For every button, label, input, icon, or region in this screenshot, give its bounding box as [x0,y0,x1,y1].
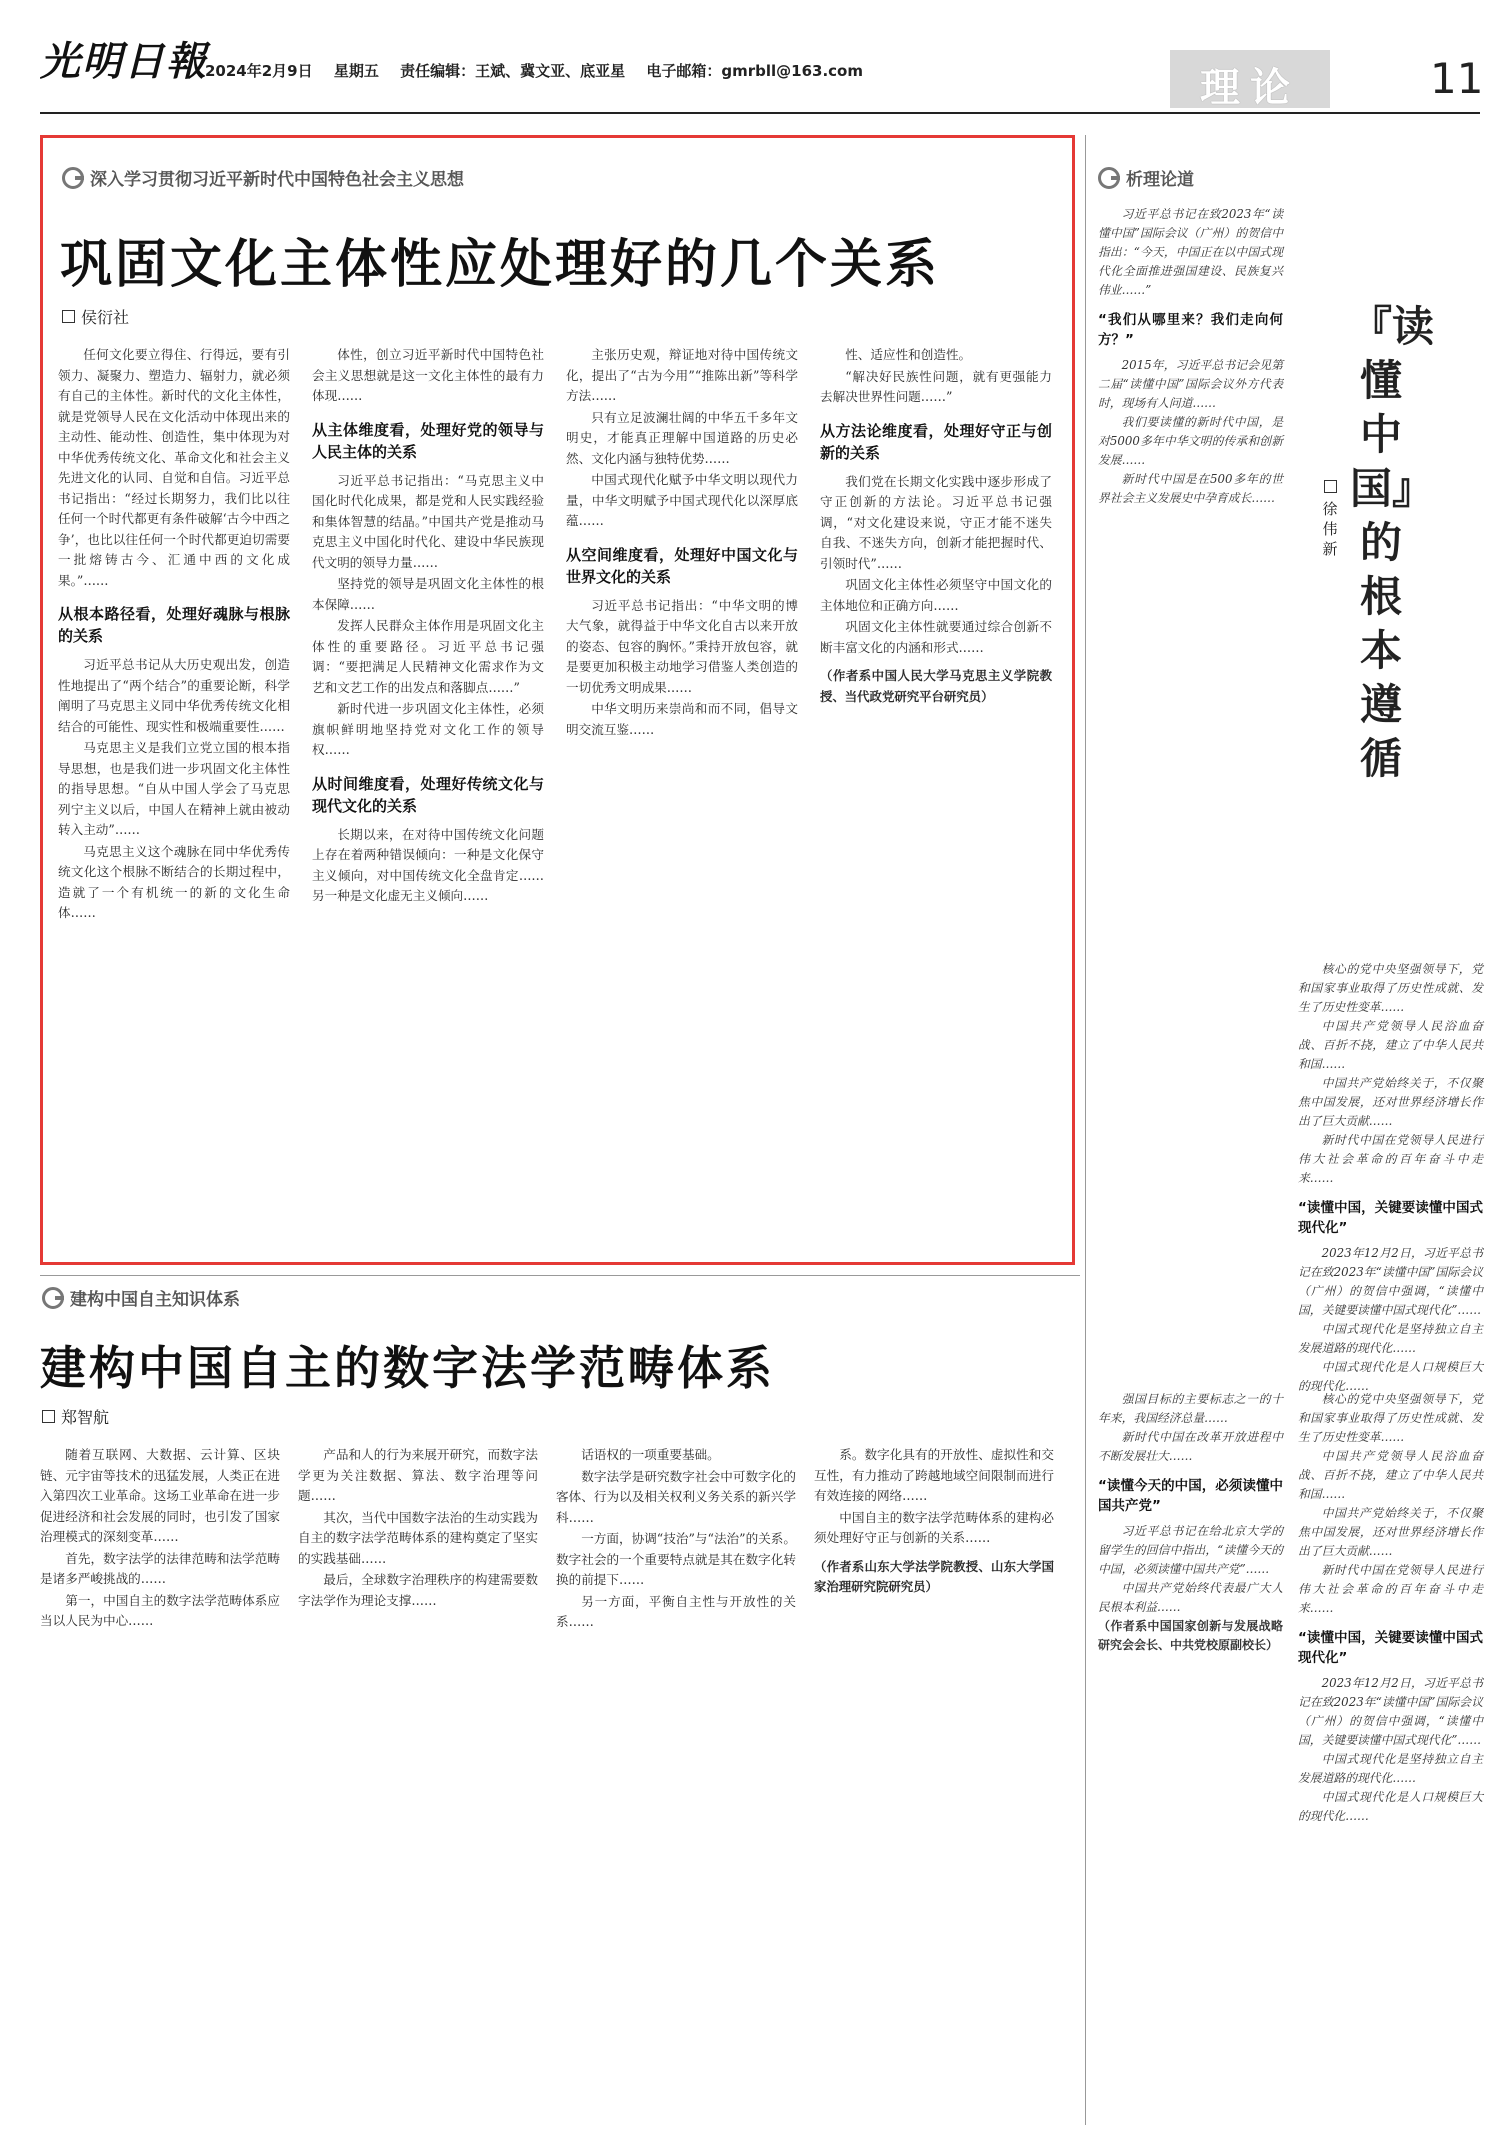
body-paragraph: 习近平总书记指出：“马克思主义中国化时代化成果，都是党和人民实践经验和集体智慧的结晶。”中国共产党是推动马克思主义中国化时代化、建设中华民族现代文明的领导力量…… [312,472,544,570]
article1-col1 [58,345,290,1250]
body-paragraph: 新时代中国在改革开放进程中不断发展壮大…… [1098,1430,1283,1463]
body-paragraph: 中华文明历来崇尚和而不同，倡导文明交流互鉴…… [566,701,798,737]
body-paragraph: “解决好民族性问题，就有更强能力去解决世界性问题……” [820,368,1052,404]
body-paragraph: 新时代进一步巩固文化主体性，必须旗帜鲜明地坚持党对文化工作的领导权…… [312,701,544,757]
article-separator [40,1275,1080,1276]
body-paragraph: 核心的党中央坚强领导下，党和国家事业取得了历史性成就、发生了历史性变革…… [1298,1392,1483,1444]
article2-col1 [40,1445,280,2120]
newspaper-logo: 光明日報 [40,38,208,85]
body-paragraph: 只有立足波澜壮阔的中华五千多年文明史，才能真正理解中国道路的历史必然、文化内涵与独特优势…… [566,409,798,466]
body-paragraph: 马克思主义是我们立党立国的根本指导思想，也是我们进一步巩固文化主体性的指导思想。“自从中国人学会了马克思列宁主义以后，中国人在精神上就由被动转入主动”…… [58,740,290,837]
article2-kicker-text: 建构中国自主知识体系 [70,1290,240,1310]
article1-byline [62,305,129,328]
issue-date: 2024年2月9日 [205,62,313,80]
body-paragraph: 中国式现代化是坚持独立自主发展道路的现代化…… [1298,1322,1483,1355]
article1-kicker [62,165,464,190]
section-subheading: “读懂中国，关键要读懂中国式现代化” [1298,1200,1483,1236]
article2-author: 郑智航 [61,1408,110,1427]
body-paragraph: 强国目标的主要标志之一的十年来，我国经济总量…… [1098,1392,1283,1425]
right-article-col4 [1298,1390,1483,2125]
body-paragraph: 产品和人的行为来展开研究，而数字法学更为关注数据、算法、数字治理等问题…… [298,1447,538,1503]
article2-col3 [556,1445,796,2120]
article1-headline: 巩固文化主体性应处理好的几个关系 [60,234,941,295]
article1-col3 [566,345,798,1250]
body-paragraph: 核心的党中央坚强领导下，党和国家事业取得了历史性成就、发生了历史性变革…… [1298,962,1483,1014]
body-paragraph: 另一方面，平衡自主性与开放性的关系…… [556,1593,796,1629]
issue-email: 电子邮箱：gmrbll@163.com [646,62,863,80]
article2-byline [42,1405,109,1428]
column-logo-icon [62,167,84,189]
section-subheading: 从主体维度看，处理好党的领导与人民主体的关系 [312,420,544,461]
section-subheading: “读懂中国，关键要读懂中国式现代化” [1298,1630,1483,1666]
body-paragraph: 中国自主的数字法学范畴体系的建构必须处理好守正与创新的关系…… [814,1509,1054,1545]
section-subheading: 从根本路径看，处理好魂脉与根脉的关系 [58,605,290,645]
body-paragraph: 中国共产党始终关于，不仅聚焦中国发展，还对世界经济增长作出了巨大贡献…… [1298,1076,1483,1128]
body-paragraph: 中国共产党领导人民浴血奋战、百折不挠，建立了中华人民共和国…… [1298,1449,1483,1501]
body-paragraph: 我们要读懂的新时代中国，是对5000多年中华文明的传承和创新发展…… [1098,415,1283,467]
article1-author: 侯衍社 [81,308,130,327]
body-paragraph: 习近平总书记在给北京大学的留学生的回信中指出，“读懂今天的中国，必须读懂中国共产党”…… [1098,1524,1283,1576]
body-paragraph: 最后，全球数字治理秩序的构建需要数字法学作为理论支撑…… [298,1572,538,1608]
body-paragraph: 新时代中国在党领导人民进行伟大社会革命的百年奋斗中走来…… [1298,1563,1483,1615]
body-paragraph: 其次，当代中国数字法治的生动实践为自主的数字法学范畴体系的建构奠定了坚实的实践基础…… [298,1509,538,1566]
body-paragraph: 中国式现代化赋予中华文明以现代力量，中华文明赋予中国式现代化以深厚底蕴…… [566,472,798,528]
body-paragraph: 发挥人民群众主体作用是巩固文化主体性的重要路径。习近平总书记强调：“要把满足人民精神文化需求作为文艺和文艺工作的出发点和落脚点……” [312,618,544,695]
article2-kicker [42,1285,240,1310]
section-subheading: 从方法论维度看，处理好守正与创新的关系 [820,421,1052,462]
author-note: （作者系中国国家创新与发展战略研究会会长、中共党校原副校长） [1098,1619,1283,1652]
byline-box-icon [1324,480,1337,493]
section-subheading: 从空间维度看，处理好中国文化与世界文化的关系 [566,545,798,586]
body-paragraph: 新时代中国在党领导人民进行伟大社会革命的百年奋斗中走来…… [1298,1133,1483,1185]
column-divider [1085,135,1086,2125]
body-paragraph: 任何文化要立得住、行得远，要有引领力、凝聚力、塑造力、辐射力，就必须有自己的主体性。新时代的文化主体性，就是党领导人民在文化活动中体现出来的主动性、能动性、创造性，集中体现为对中华优秀传统文化、革命文化和社会主义先进文化的认同、自觉和自信。习近平总书记指出：“经过长期努力，我们比以往任何一个时代都更有条件破解‘古今中西之争’，也比以往任何一个时代都更迫切需要一批熔铸古今、汇通中西的文化成果。”…… [58,347,290,588]
body-paragraph: 2023年12月2日，习近平总书记在致2023年“读懂中国”国际会议（广州）的贺信中强调，“读懂中国，关键要读懂中国式现代化”…… [1298,1676,1483,1747]
body-paragraph: 习近平总书记指出：“中华文明的博大气象，就得益于中华文化自古以来开放的姿态、包容的胸怀。”秉持开放包容，就是要更加积极主动地学习借鉴人类创造的一切优秀文明成果…… [566,597,798,695]
right-article-kicker [1098,165,1194,190]
section-subheading: 从时间维度看，处理好传统文化与现代文化的关系 [312,774,544,815]
section-subheading: “我们从哪里来？我们走向何方？” [1098,312,1283,348]
body-paragraph: 中国共产党始终关于，不仅聚焦中国发展，还对世界经济增长作出了巨大贡献…… [1298,1506,1483,1558]
column-logo-icon [42,1287,64,1309]
byline-box-icon [62,310,75,323]
body-paragraph: 首先，数字法学的法律范畴和法学范畴是诸多严峻挑战的…… [40,1550,280,1586]
right-article-col3 [1098,1390,1283,2125]
body-paragraph: 中国式现代化是坚持独立自主发展道路的现代化…… [1298,1752,1483,1785]
body-paragraph: 中国式现代化是人口规模巨大的现代化…… [1298,1790,1483,1823]
body-paragraph: 习近平总书记从大历史观出发，创造性地提出了“两个结合”的重要论断，科学阐明了马克思主义同中华优秀传统文化相结合的可能性、现实性和极端重要性…… [58,657,290,734]
body-paragraph: 马克思主义这个魂脉在同中华优秀传统文化这个根脉不断结合的长期过程中，造就了一个有机统一的新的文化生命体…… [58,843,290,920]
article2-headline: 建构中国自主的数字法学范畴体系 [40,1341,775,1395]
body-paragraph: 长期以来，在对待中国传统文化问题上存在着两种错误倾向：一种是文化保守主义倾向，对中国传统文化全盘肯定……另一种是文化虚无主义倾向…… [312,826,544,903]
byline-box-icon [42,1410,55,1423]
right-article-col2 [1298,960,1483,1393]
body-paragraph: 巩固文化主体性就要通过综合创新不断丰富文化的内涵和形式…… [820,619,1052,655]
article2-col4 [814,1445,1054,2120]
body-paragraph: 主张历史观，辩证地对待中国传统文化，提出了“古为今用”“推陈出新”等科学方法…… [566,347,798,403]
right-article-col1 [1098,205,1283,1385]
section-name: 理论 [1200,64,1300,111]
body-paragraph: 习近平总书记在致2023年“读懂中国”国际会议（广州）的贺信中指出：“今天，中国正在以中国式现代化全面推进强国建设、民族复兴伟业……” [1098,207,1283,297]
right-article-kicker-text: 析理论道 [1126,170,1194,190]
body-paragraph: 中国式现代化是人口规模巨大的现代化…… [1298,1360,1483,1393]
body-paragraph: 数字法学是研究数字社会中可数字化的客体、行为以及相关权利义务关系的新兴学科…… [556,1468,796,1525]
body-paragraph: 坚持党的领导是巩固文化主体性的根本保障…… [312,576,544,612]
body-paragraph: 2015年，习近平总书记会见第二届“读懂中国”国际会议外方代表时，现场有人问道…… [1098,358,1283,410]
section-subheading: “读懂今天的中国，必须读懂中国共产党” [1098,1478,1283,1514]
body-paragraph: 体性，创立习近平新时代中国特色社会主义思想就是这一文化主体性的最有力体现…… [312,347,544,403]
article1-kicker-text: 深入学习贯彻习近平新时代中国特色社会主义思想 [90,170,464,190]
article1-col4 [820,345,1052,1250]
body-paragraph: 中国共产党领导人民浴血奋战、百折不挠，建立了中华人民共和国…… [1298,1019,1483,1071]
body-paragraph: 巩固文化主体性必须坚守中国文化的主体地位和正确方向…… [820,577,1052,613]
issue-meta [205,60,879,81]
body-paragraph: 性、适应性和创造性。 [845,347,972,362]
masthead-rule [40,112,1480,114]
article1-col2 [312,345,544,1250]
right-article-author: 徐伟新 [1322,500,1338,558]
body-paragraph: 第一，中国自主的数字法学范畴体系应当以人民为中心…… [40,1592,280,1628]
author-note: （作者系山东大学法学院教授、山东大学国家治理研究院研究员） [814,1558,1054,1594]
right-article-title: 『读懂中国』的根本遵循 [1350,302,1435,783]
article2-col2 [298,1445,538,2120]
body-paragraph: 我们党在长期文化实践中逐步形成了守正创新的方法论。习近平总书记强调，“对文化建设来说，守正才能不迷失自我、不迷失方向，创新才能把握时代、引领时代”…… [820,473,1052,571]
issue-editors: 责任编辑：王斌、冀文亚、底亚星 [400,62,626,80]
body-paragraph: 一方面，协调“技治”与“法治”的关系。数字社会的一个重要特点就是其在数字化转换的前提下…… [556,1531,796,1587]
body-paragraph: 话语权的一项重要基础。 [581,1447,720,1462]
issue-weekday: 星期五 [333,62,379,80]
body-paragraph: 系。数字化具有的开放性、虚拟性和交互性，有力推动了跨越地域空间限制而进行有效连接的网络…… [814,1447,1054,1503]
body-paragraph: 2023年12月2日，习近平总书记在致2023年“读懂中国”国际会议（广州）的贺信中强调，“读懂中国，关键要读懂中国式现代化”…… [1298,1246,1483,1317]
body-paragraph: 新时代中国是在500多年的世界社会主义发展史中孕育成长…… [1098,472,1283,505]
column-logo-icon [1098,167,1120,189]
author-note: （作者系中国人民大学马克思主义学院教授、当代政党研究平台研究员） [820,668,1052,704]
right-article-byline [1318,480,1342,559]
body-paragraph: 中国共产党始终代表最广大人民根本利益…… [1098,1581,1283,1614]
page-number: 11 [1430,54,1484,103]
body-paragraph: 随着互联网、大数据、云计算、区块链、元宇宙等技术的迅猛发展，人类正在进入第四次工业革命。这场工业革命在进一步促进经济和社会发展的同时，也引发了国家治理模式的深刻变革…… [40,1447,280,1544]
